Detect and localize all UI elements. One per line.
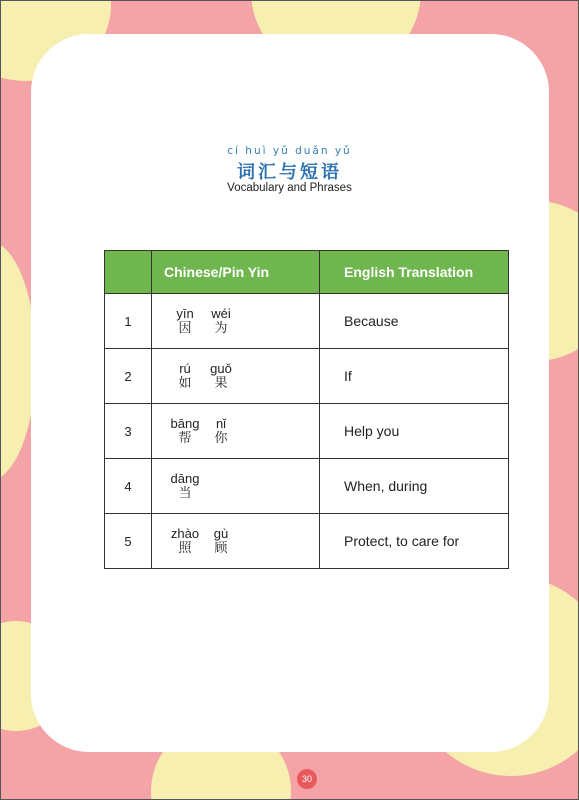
row-number: 4 [105,459,152,514]
word-pair [206,416,236,447]
pinyin-text: guǒ [210,360,232,376]
word-pair [170,361,200,392]
header-chinese-pinyin: Chinese/Pin Yin [152,251,320,294]
word-pair [170,416,200,447]
pinyin-text: nǐ [215,415,227,431]
english-cell: Protect, to care for [320,514,509,569]
vocabulary-table [104,250,509,569]
word-pair [170,306,200,337]
chinese-cell [152,404,320,459]
table-row [105,294,509,349]
hanzi-text: 如 [178,375,192,391]
pinyin-text: bāng [170,415,200,431]
chinese-cell [152,349,320,404]
hanzi-text: 帮 [178,430,192,446]
pinyin-text: yīn [176,305,194,321]
hanzi-text: 照 [178,540,192,556]
chinese-cell [152,294,320,349]
word-pair [170,526,200,557]
table-row [105,404,509,459]
page-number-badge: 30 [297,769,317,789]
table-row [105,514,509,569]
header-english: English Translation [320,251,509,294]
pinyin-text: wéi [211,305,231,321]
table-header-row [105,251,509,294]
hanzi-text: 当 [178,485,192,501]
pinyin-text: rú [179,360,191,376]
english-cell: When, during [320,459,509,514]
pinyin-text: zhào [170,525,200,541]
word-pair [170,471,200,502]
table-row [105,459,509,514]
hanzi-text: 为 [214,320,228,336]
word-pair [206,306,236,337]
hanzi-text: 你 [214,430,228,446]
row-number: 3 [105,404,152,459]
word-pair [206,361,236,392]
english-cell: Help you [320,404,509,459]
word-pair [206,526,236,557]
pinyin-text: gù [213,525,229,541]
pinyin-text: dāng [170,470,200,486]
title-english: Vocabulary and Phrases [227,182,352,194]
row-number: 1 [105,294,152,349]
hanzi-text: 顾 [214,540,228,556]
title-pinyin: cí huì yǔ duǎn yǔ [227,145,352,157]
hanzi-text: 因 [178,320,192,336]
row-number: 5 [105,514,152,569]
chinese-cell [152,514,320,569]
chinese-cell [152,459,320,514]
hanzi-text: 果 [214,375,228,391]
title-chinese: 词汇与短语 [237,162,342,183]
row-number: 2 [105,349,152,404]
english-cell: If [320,349,509,404]
english-cell: Because [320,294,509,349]
table-row [105,349,509,404]
header-number [105,251,152,294]
